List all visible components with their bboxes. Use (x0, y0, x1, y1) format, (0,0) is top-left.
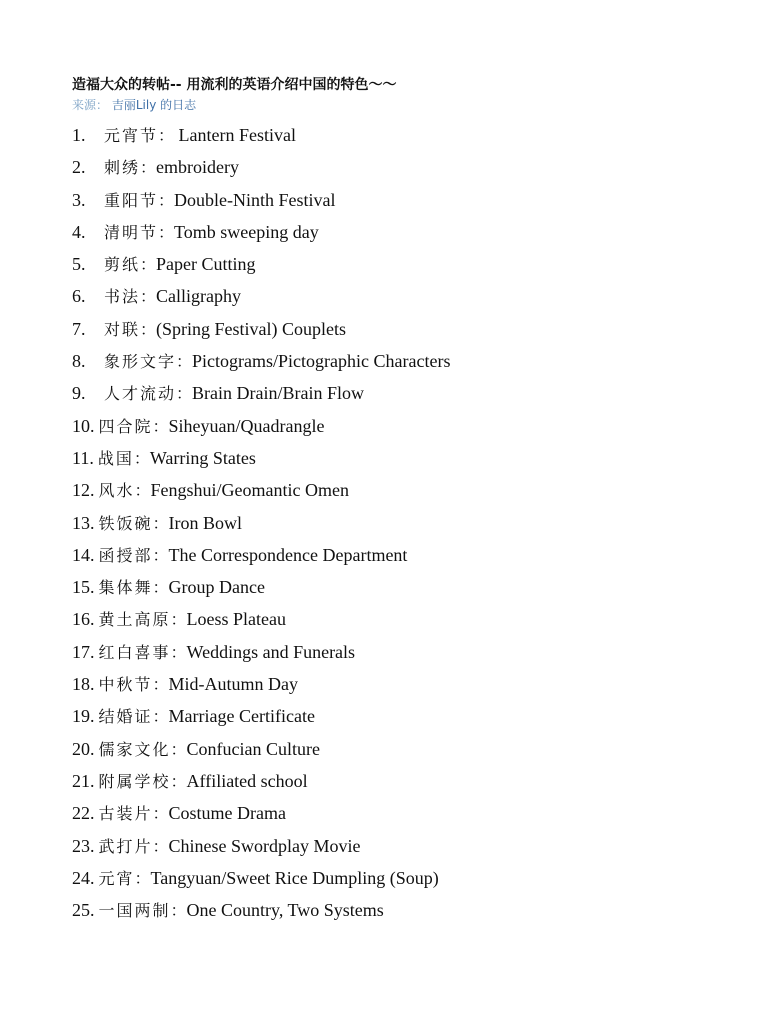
list-item (72, 832, 450, 864)
item-separator: ： (158, 222, 175, 242)
item-number: 22. (72, 803, 95, 824)
item-separator: ： (134, 481, 151, 501)
list-item (72, 315, 450, 347)
item-separator: ： (176, 352, 193, 372)
item-number: 23. (72, 835, 95, 856)
item-separator: ： (152, 804, 169, 824)
source-label: 来源： (72, 98, 109, 112)
item-chinese-term: 附属学校 (98, 771, 171, 791)
list-item (72, 670, 450, 702)
item-english-term: Chinese Swordplay Movie (168, 835, 361, 856)
item-chinese-term: 古装片 (98, 804, 153, 824)
item-english-term: Lantern Festival (174, 125, 296, 145)
item-number: 14. (72, 544, 95, 565)
list-item (72, 412, 450, 444)
item-separator: ： (140, 255, 157, 275)
item-number: 13. (72, 512, 95, 533)
item-number: 12. (72, 480, 95, 501)
item-number: 20. (72, 738, 95, 759)
item-chinese-term: 铁饭碗 (98, 513, 153, 533)
item-separator: ： (140, 287, 157, 307)
item-chinese-term: 风水 (98, 481, 135, 501)
item-number: 15. (72, 577, 95, 598)
item-english-term: embroidery (156, 157, 239, 178)
item-separator: ： (170, 642, 187, 662)
item-number: 21. (72, 770, 95, 791)
item-english-term: The Correspondence Department (168, 544, 408, 565)
list-item (72, 573, 450, 605)
item-separator: ： (170, 739, 187, 759)
list-item (72, 799, 450, 831)
item-number: 18. (72, 674, 95, 695)
item-english-term: Marriage Certificate (168, 706, 315, 727)
item-number: 19. (72, 706, 95, 727)
item-chinese-term: 集体舞 (98, 578, 153, 598)
item-english-term: Tomb sweeping day (174, 221, 319, 242)
list-item (72, 638, 450, 670)
item-separator: ： (152, 836, 169, 856)
list-item (72, 444, 450, 476)
list-item (72, 509, 450, 541)
list-item (72, 605, 450, 637)
source-line (72, 96, 196, 113)
list-item (72, 541, 450, 573)
item-separator: ： (140, 319, 157, 339)
item-chinese-term: 元宵 (98, 868, 135, 888)
item-english-term: Paper Cutting (156, 254, 256, 275)
item-english-term: Brain Drain/Brain Flow (192, 383, 365, 404)
item-chinese-term: 刺绣 (104, 158, 141, 178)
list-item (72, 153, 450, 185)
item-separator: ： (152, 416, 169, 436)
item-separator: ： (170, 610, 187, 630)
item-english-term: Confucian Culture (186, 738, 321, 759)
item-number: 4. (72, 221, 86, 242)
item-number: 9. (72, 383, 86, 404)
item-number: 10. (72, 415, 95, 436)
list-item (72, 896, 450, 928)
item-english-term: Fengshui/Geomantic Omen (150, 480, 349, 501)
item-chinese-term: 书法 (104, 287, 141, 307)
item-english-term: (Spring Festival) Couplets (156, 318, 347, 339)
item-number: 5. (72, 254, 86, 275)
item-number: 2. (72, 157, 86, 178)
source-link[interactable]: 吉丽Lily 的日志 (111, 98, 197, 112)
item-chinese-term: 元宵节 (104, 126, 159, 145)
item-separator: ： (134, 868, 151, 888)
item-english-term: Iron Bowl (168, 512, 243, 533)
item-chinese-term: 红白喜事 (98, 642, 171, 662)
item-english-term: Loess Plateau (186, 609, 287, 630)
list-item (72, 282, 450, 314)
item-number: 25. (72, 900, 95, 921)
item-english-term: Mid-Autumn Day (168, 674, 299, 695)
item-english-term: One Country, Two Systems (186, 900, 384, 921)
document-title: 造福大众的转帖-- 用流利的英语介绍中国的特色～～ (72, 77, 397, 93)
item-chinese-term: 四合院 (98, 416, 153, 436)
item-number: 6. (72, 286, 86, 307)
item-separator: ： (158, 190, 175, 210)
item-separator: ： (152, 675, 169, 695)
item-chinese-term: 象形文字 (104, 352, 177, 372)
item-separator: ： (158, 126, 175, 145)
list-item (72, 767, 450, 799)
item-chinese-term: 儒家文化 (98, 739, 171, 759)
list-item (72, 702, 450, 734)
item-number: 24. (72, 867, 95, 888)
item-english-term: Siheyuan/Quadrangle (168, 415, 325, 436)
item-english-term: Costume Drama (168, 803, 287, 824)
item-english-term: Tangyuan/Sweet Rice Dumpling (Soup) (150, 867, 439, 888)
list-item (72, 250, 450, 282)
item-chinese-term: 人才流动 (104, 384, 177, 404)
item-separator: ： (152, 513, 169, 533)
list-item (72, 379, 450, 411)
list-item (72, 864, 450, 896)
list-item (72, 218, 450, 250)
item-chinese-term: 对联 (104, 319, 141, 339)
item-separator: ： (133, 448, 150, 468)
list-item (72, 186, 450, 218)
item-number: 8. (72, 351, 86, 372)
item-separator: ： (170, 771, 187, 791)
item-chinese-term: 战国 (97, 448, 134, 468)
item-chinese-term: 中秋节 (98, 675, 153, 695)
list-item (72, 476, 450, 508)
item-chinese-term: 剪纸 (104, 255, 141, 275)
item-english-term: Warring States (149, 447, 256, 468)
item-separator: ： (176, 384, 193, 404)
item-chinese-term: 武打片 (98, 836, 153, 856)
item-english-term: Pictograms/Pictographic Characters (192, 351, 451, 372)
item-separator: ： (152, 545, 169, 565)
list-item (72, 347, 450, 379)
item-separator: ： (140, 158, 157, 178)
item-separator: ： (152, 707, 169, 727)
item-english-term: Weddings and Funerals (186, 641, 356, 662)
item-chinese-term: 一国两制 (98, 901, 171, 921)
item-english-term: Affiliated school (186, 770, 308, 791)
item-separator: ： (170, 901, 187, 921)
item-english-term: Calligraphy (156, 286, 242, 307)
item-english-term: Group Dance (168, 577, 265, 598)
list-item (72, 735, 450, 767)
item-number: 11. (72, 447, 94, 468)
item-number: 7. (72, 318, 86, 339)
list-item (72, 121, 450, 153)
term-list (72, 121, 450, 928)
item-number: 16. (72, 609, 95, 630)
item-separator: ： (152, 578, 169, 598)
item-number: 17. (72, 641, 95, 662)
item-number: 1. (72, 125, 86, 145)
item-english-term: Double-Ninth Festival (174, 189, 336, 210)
item-chinese-term: 黄土高原 (98, 610, 171, 630)
item-chinese-term: 结婚证 (98, 707, 153, 727)
item-chinese-term: 重阳节 (104, 190, 159, 210)
item-chinese-term: 清明节 (104, 222, 159, 242)
item-chinese-term: 函授部 (98, 545, 153, 565)
item-number: 3. (72, 189, 86, 210)
